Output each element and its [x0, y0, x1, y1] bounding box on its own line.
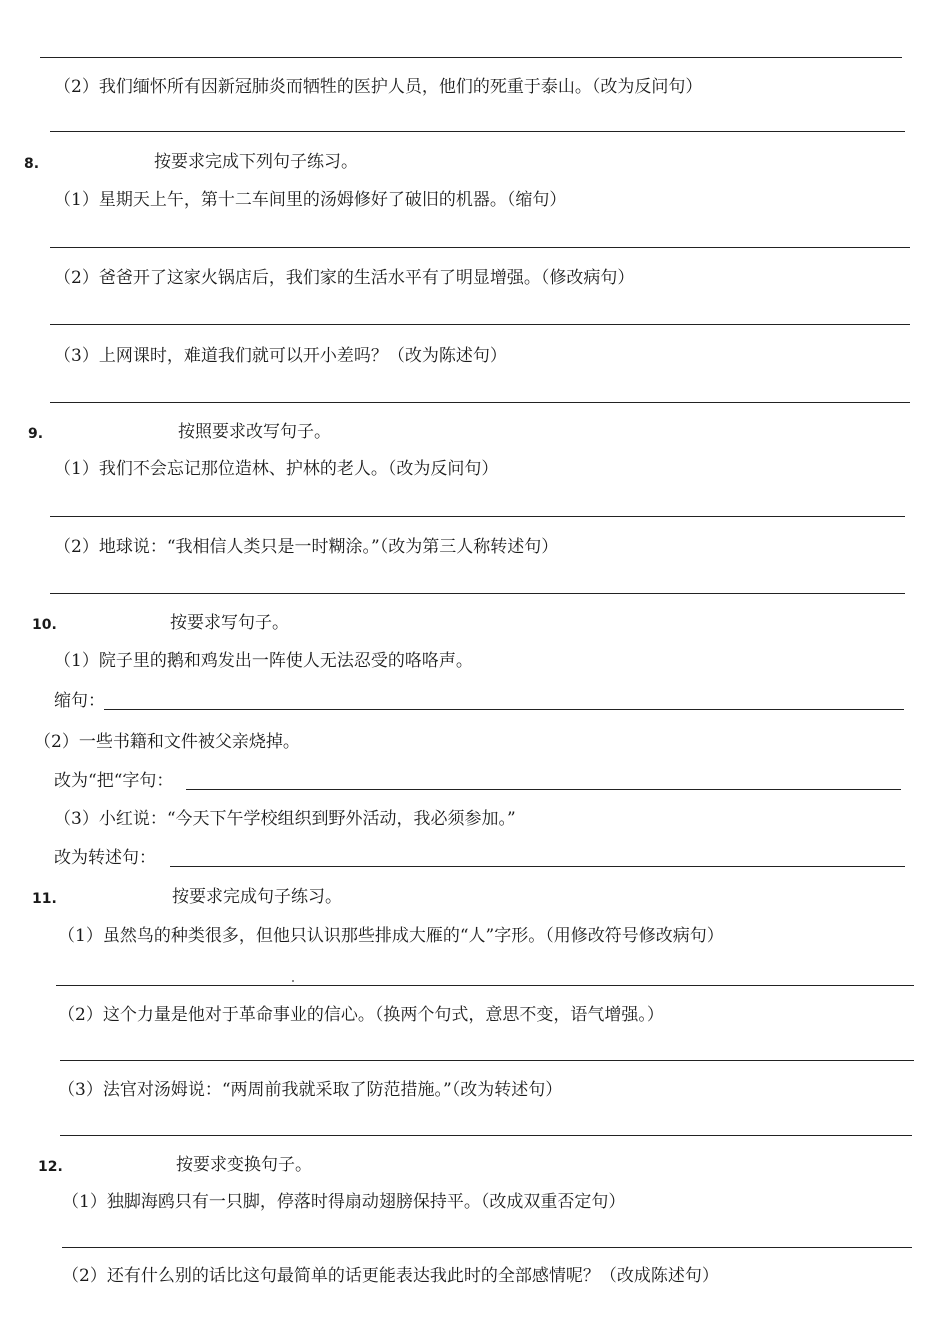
answer-line — [56, 985, 914, 986]
answer-line — [50, 593, 905, 594]
q8-3-text: （3）上网课时，难道我们就可以开小差吗？（改为陈述句） — [54, 346, 507, 366]
answer-line[interactable] — [104, 709, 904, 710]
q9-1-text: （1）我们不会忘记那位造林、护林的老人。（改为反问句） — [54, 459, 499, 479]
q11-title: 按要求完成句子练习。 — [172, 887, 342, 907]
q12-1-text: （1）独脚海鸥只有一只脚，停落时得扇动翅膀保持平。（改成双重否定句） — [62, 1192, 626, 1212]
q10-1-label: 缩句： — [54, 691, 105, 711]
q7-2-text: （2）我们缅怀所有因新冠肺炎而牺牲的医护人员，他们的死重于泰山。（改为反问句） — [54, 77, 703, 97]
answer-line — [40, 57, 902, 58]
q8-title: 按要求完成下列句子练习。 — [154, 152, 358, 172]
answer-line — [50, 324, 910, 325]
q8-2-text: （2）爸爸开了这家火锅店后，我们家的生活水平有了明显增强。（修改病句） — [54, 268, 635, 288]
answer-line — [50, 247, 910, 248]
q10-3-text: （3）小红说：“今天下午学校组织到野外活动，我必须参加。” — [54, 809, 516, 829]
answer-line — [60, 1060, 914, 1061]
q10-3-label: 改为转述句： — [54, 848, 156, 868]
q10-2-text: （2）一些书籍和文件被父亲烧掉。 — [34, 732, 300, 752]
q10-number: 10. — [32, 617, 57, 633]
q8-1-text: （1）星期天上午，第十二车间里的汤姆修好了破旧的机器。（缩句） — [54, 190, 567, 210]
q11-2-text: （2）这个力量是他对于革命事业的信心。（换两个句式，意思不变，语气增强。） — [58, 1005, 664, 1025]
q10-title: 按要求写句子。 — [170, 613, 289, 633]
q11-number: 11. — [32, 891, 57, 907]
answer-line — [62, 1247, 912, 1248]
answer-line[interactable] — [186, 789, 901, 790]
stray-dot — [292, 980, 294, 982]
q9-2-text: （2）地球说：“我相信人类只是一时糊涂。”（改为第三人称转述句） — [54, 537, 559, 557]
answer-line[interactable] — [170, 866, 905, 867]
q9-number: 9. — [28, 426, 44, 442]
answer-line — [50, 131, 905, 132]
answer-line — [50, 402, 910, 403]
q12-2-text: （2）还有什么别的话比这句最简单的话更能表达我此时的全部感情呢？（改成陈述句） — [62, 1266, 719, 1286]
answer-line — [60, 1135, 912, 1136]
q12-title: 按要求变换句子。 — [176, 1155, 312, 1175]
q9-title: 按照要求改写句子。 — [178, 422, 331, 442]
q10-1-text: （1）院子里的鹅和鸡发出一阵使人无法忍受的咯咯声。 — [54, 651, 473, 671]
q10-2-label: 改为“把“字句： — [54, 771, 174, 791]
answer-line — [50, 516, 905, 517]
q8-number: 8. — [24, 156, 40, 172]
q11-3-text: （3）法官对汤姆说：“两周前我就采取了防范措施。”（改为转述句） — [58, 1080, 563, 1100]
q12-number: 12. — [38, 1159, 63, 1175]
q11-1-text: （1）虽然鸟的种类很多，但他只认识那些排成大雁的“人”字形。（用修改符号修改病句） — [58, 926, 724, 946]
